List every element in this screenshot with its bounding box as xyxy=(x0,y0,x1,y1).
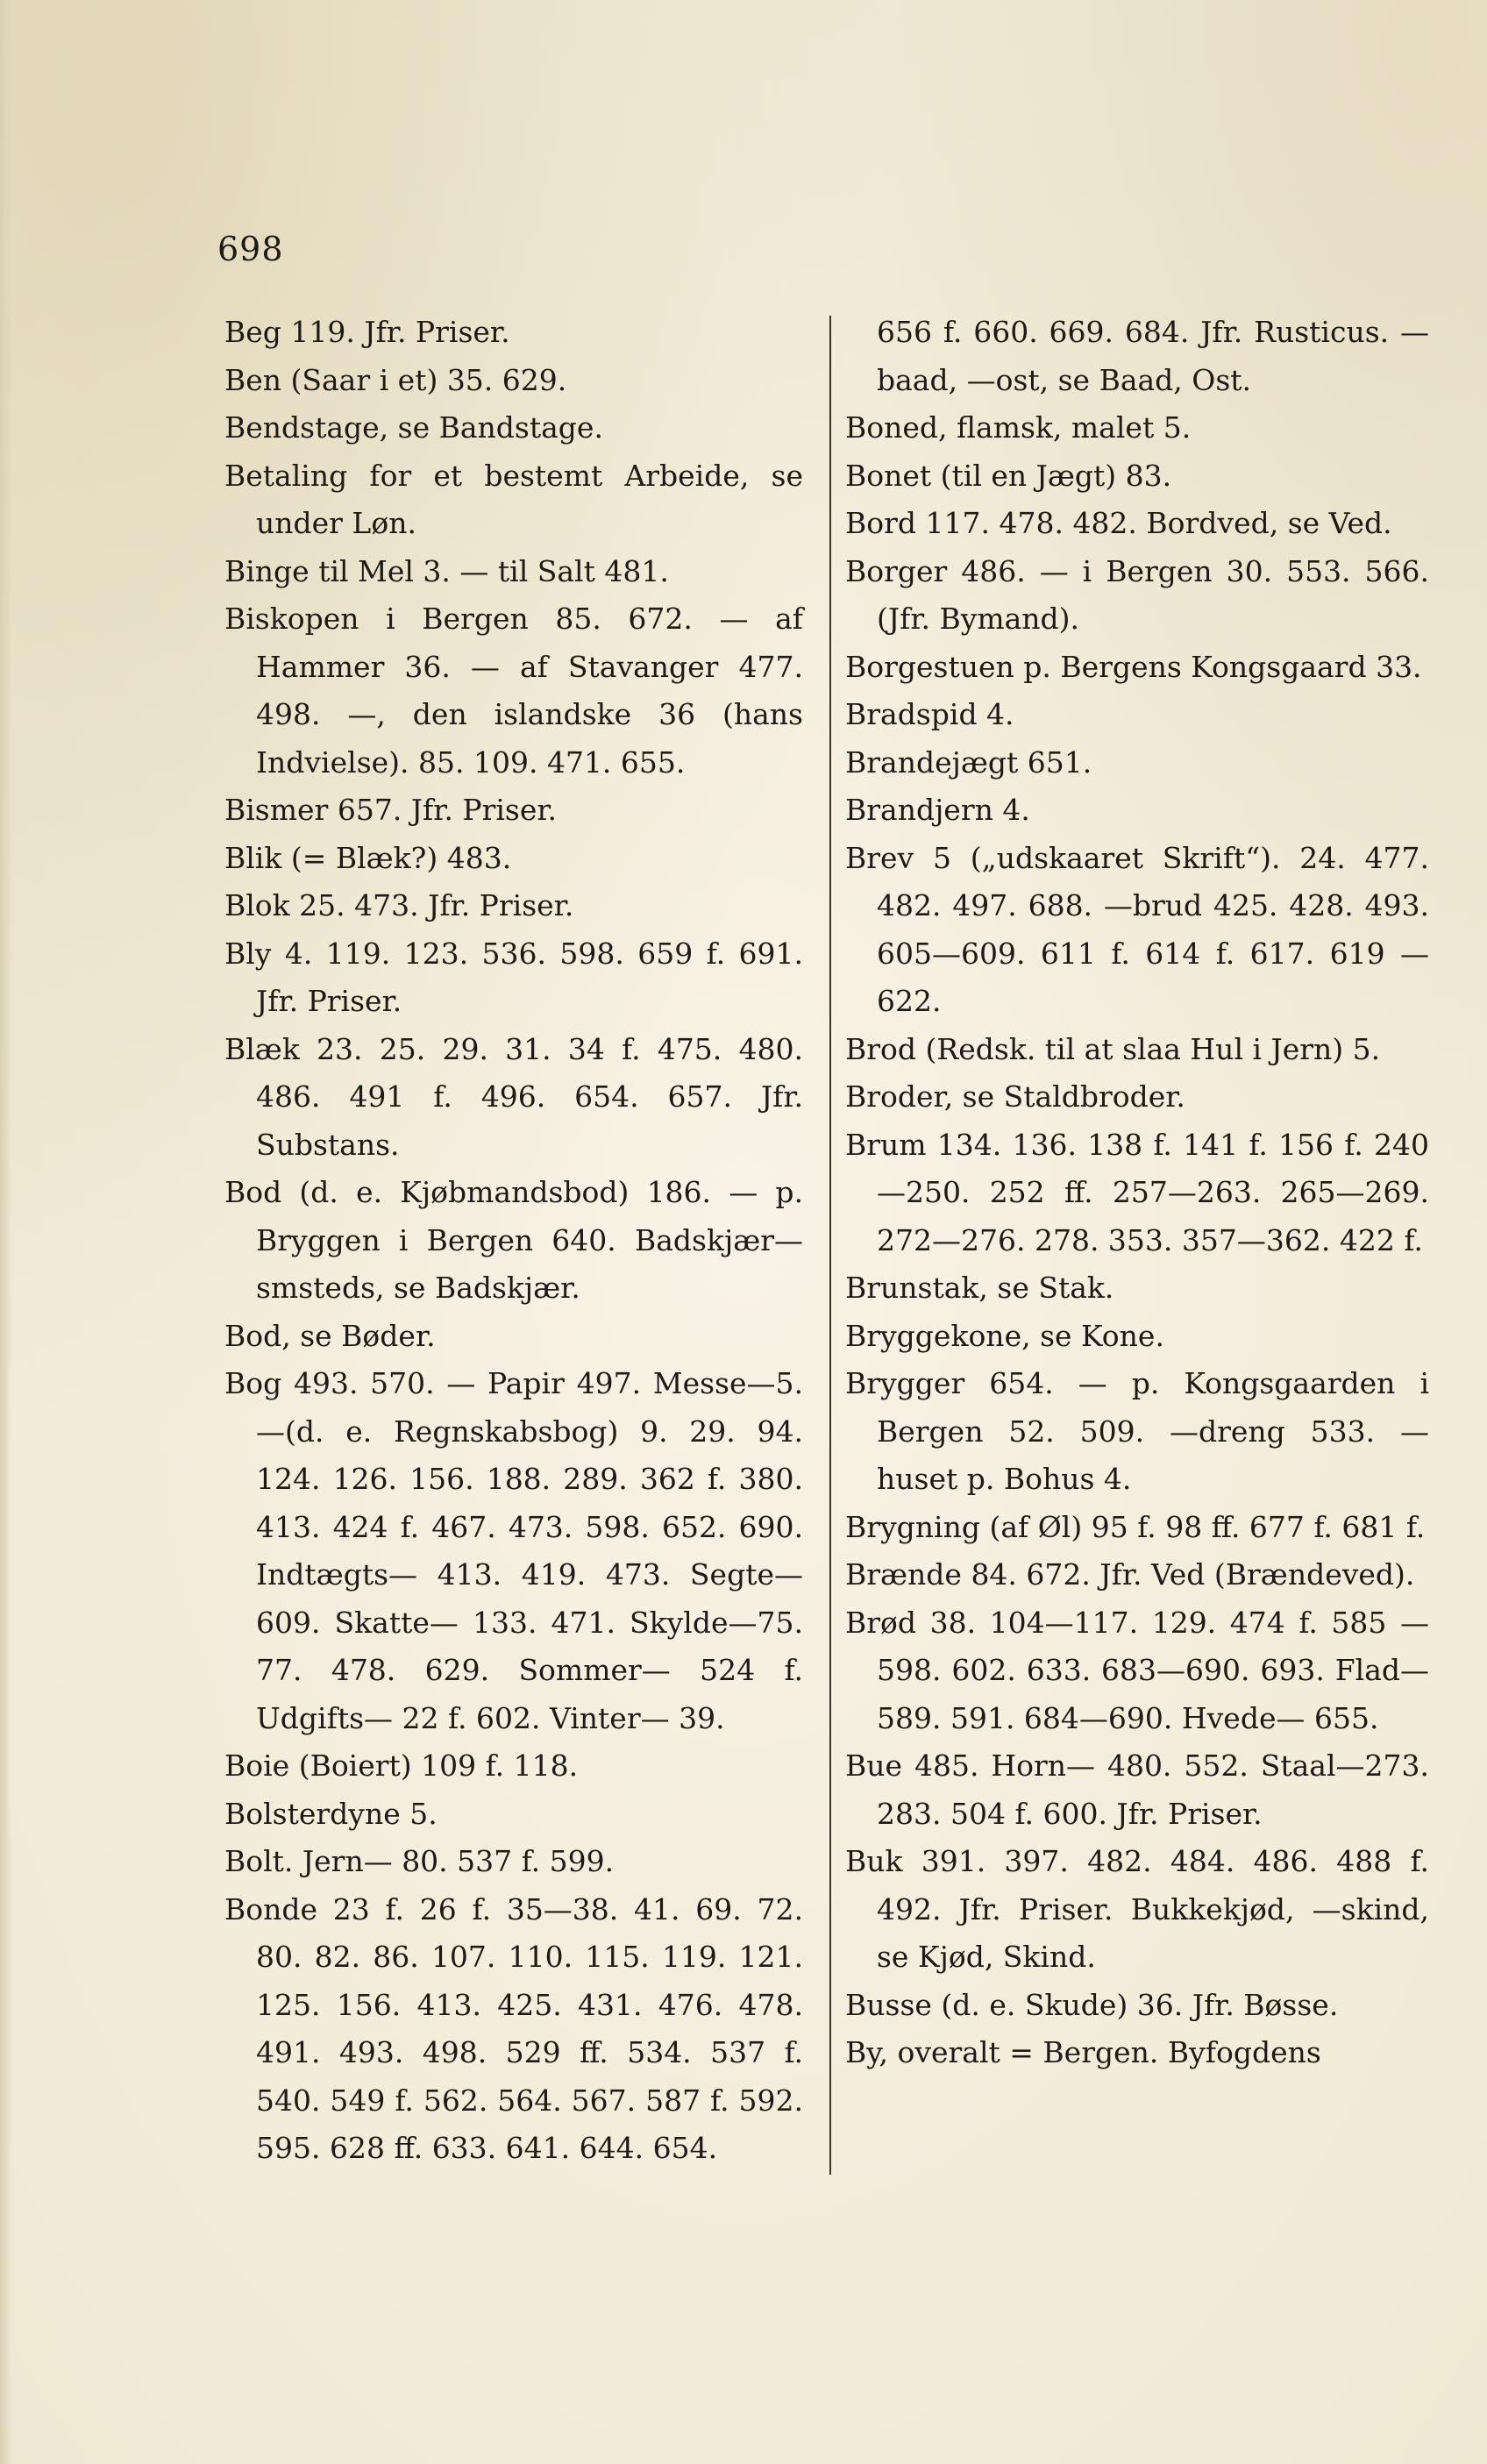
index-entry: Brum 134. 136. 138 f. 141 f. 156 f. 240—250. 252 ff. 257—263. 265—269. 272—276. 278. 353. 357—362. 422 f. xyxy=(845,1127,1429,1257)
index-entry: Blæk 23. 25. 29. 31. 34 f. 475. 480. 486. 491 f. 496. 654. 657. Jfr. Substans. xyxy=(224,1031,803,1162)
index-entry: Bradspid 4. xyxy=(845,697,1014,731)
index-entry: Bonet (til en Jægt) 83. xyxy=(845,458,1172,493)
index-entry: Busse (d. e. Skude) 36. Jfr. Bøsse. xyxy=(845,1987,1339,2022)
index-entry: Beg 119. Jfr. Priser. xyxy=(224,315,510,349)
index-entry: Boned, flamsk, malet 5. xyxy=(845,410,1192,445)
index-entry: Bolsterdyne 5. xyxy=(224,1796,438,1831)
index-entry: By, overalt = Bergen. Byfogdens xyxy=(845,2035,1321,2069)
index-entry: Borgestuen p. Bergens Kongsgaard 33. xyxy=(845,649,1422,684)
index-entry: Betaling for et bestemt Arbeide, se under Løn. xyxy=(224,458,803,540)
index-entry: Broder, se Staldbroder. xyxy=(845,1079,1185,1114)
index-entry: Bly 4. 119. 123. 536. 598. 659 f. 691. Jfr. Priser. xyxy=(224,936,803,1018)
index-entry: Brænde 84. 672. Jfr. Ved (Brændeved). xyxy=(845,1557,1415,1592)
index-entry: Brev 5 („udskaaret Skrift“). 24. 477. 482. 497. 688. —brud 425. 428. 493. 605—609. 611 f. 614 f. 617. 619 —622. xyxy=(845,840,1429,1018)
index-entry-continuation: 656 f. 660. 669. 684. Jfr. Rusticus. —baad, —ost, se Baad, Ost. xyxy=(877,315,1429,397)
index-entry: Bord 117. 478. 482. Bordved, se Ved. xyxy=(845,506,1392,540)
index-entry: Borger 486. — i Bergen 30. 553. 566. (Jfr. Bymand). xyxy=(845,553,1429,636)
index-entry: Biskopen i Bergen 85. 672. — af Hammer 36. — af Stavanger 477. 498. —, den islandske 36 (hans Indvielse). 85. 109. 471. 655. xyxy=(224,602,803,780)
page-edge xyxy=(0,0,12,2464)
index-entry: Bolt. Jern— 80. 537 f. 599. xyxy=(224,1844,615,1878)
index-entry: Binge til Mel 3. — til Salt 481. xyxy=(224,553,669,588)
index-entry: Bue 485. Horn— 480. 552. Staal—273. 283. 504 f. 600. Jfr. Priser. xyxy=(845,1748,1429,1831)
index-column-left xyxy=(224,309,803,2173)
index-entry: Bendstage, se Bandstage. xyxy=(224,410,603,445)
index-entry: Bonde 23 f. 26 f. 35—38. 41. 69. 72. 80. 82. 86. 107. 110. 115. 119. 121. 125. 156. 413. 425. 431. 476. 478. 491. 493. 498. 529 ff. 534. 537 f. 540. 549 f. 562. 564. 567. 587 f. 592. 595. 628 ff. 633. 641. 644. 654. xyxy=(224,1891,803,2165)
index-entry: Blik (= Blæk?) 483. xyxy=(224,840,512,875)
index-entry: Bod (d. e. Kjøbmandsbod) 186. — p. Bryggen i Bergen 640. Badskjær—smsteds, se Badskjær. xyxy=(224,1175,803,1305)
index-entry: Brygger 654. — p. Kongsgaarden i Bergen 52. 509. —dreng 533. —huset p. Bohus 4. xyxy=(845,1366,1429,1496)
page-number: 698 xyxy=(217,230,284,268)
index-entry: Brunstak, se Stak. xyxy=(845,1271,1114,1305)
index-entry: Bog 493. 570. — Papir 497. Messe—5. —(d. e. Regnskabsbog) 9. 29. 94. 124. 126. 156. 188. 289. 362 f. 380. 413. 424 f. 467. 473. 598. 652. 690. Indtægts— 413. 419. 473. Segte—609. Skatte— 133. 471. Skylde—75. 77. 478. 629. Sommer— 524 f. Udgifts— 22 f. 602. Vinter— 39. xyxy=(224,1366,803,1735)
index-entry: Brygning (af Øl) 95 f. 98 ff. 677 f. 681 f. xyxy=(845,1509,1426,1544)
index-entry: Brod (Redsk. til at slaa Hul i Jern) 5. xyxy=(845,1031,1381,1066)
index-entry: Boie (Boiert) 109 f. 118. xyxy=(224,1748,579,1783)
index-entry: Ben (Saar i et) 35. 629. xyxy=(224,362,567,397)
index-column-right xyxy=(845,309,1429,2077)
index-entry: Bod, se Bøder. xyxy=(224,1318,436,1353)
index-entry: Brandejægt 651. xyxy=(845,744,1092,780)
index-entry: Brød 38. 104—117. 129. 474 f. 585 —598. 602. 633. 683—690. 693. Flad—589. 591. 684—690. Hvede— 655. xyxy=(845,1605,1429,1735)
index-entry: Bismer 657. Jfr. Priser. xyxy=(224,793,558,827)
column-divider xyxy=(829,316,831,2175)
index-entry: Blok 25. 473. Jfr. Priser. xyxy=(224,888,574,922)
index-entry: Bryggekone, se Kone. xyxy=(845,1318,1164,1353)
index-entry: Brandjern 4. xyxy=(845,793,1030,827)
index-entry: Buk 391. 397. 482. 484. 486. 488 f. 492. Jfr. Priser. Bukkekjød, —skind, se Kjød, Skind. xyxy=(845,1844,1429,1974)
